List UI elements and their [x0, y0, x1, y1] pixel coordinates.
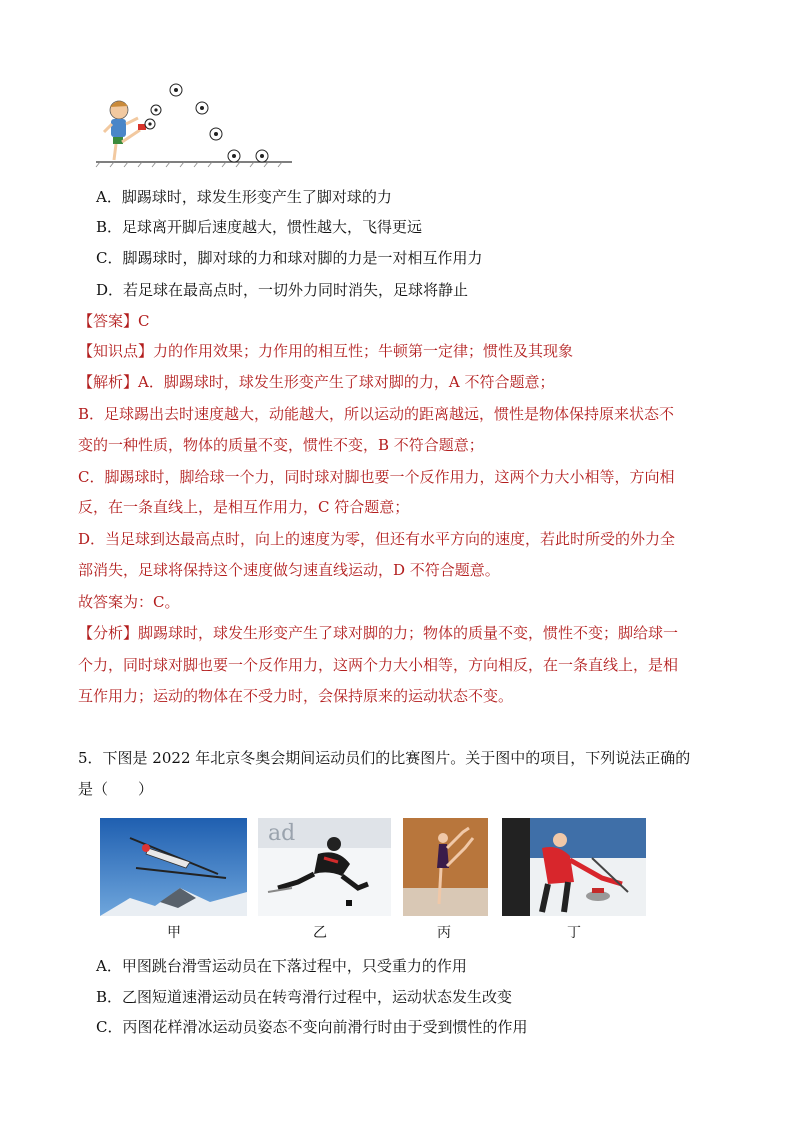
caption-yi: 乙 — [313, 925, 327, 941]
q4-option-a: A．脚踢球时，球发生形变产生了脚对球的力 — [96, 188, 392, 206]
caption-jia: 甲 — [167, 925, 181, 941]
analysis-tag: 【解析】 — [78, 373, 139, 391]
analysis-line-c1: C．脚踢球时，脚给球一个力，同时球对脚也要一个反作用力，这两个力大小相等，方向相 — [78, 468, 675, 486]
review-tag: 【分析】 — [78, 624, 139, 642]
knowledge-tag: 【知识点】 — [78, 342, 154, 360]
review-line-2: 个力，同时球对脚也要一个反作用力，这两个力大小相等，方向相反，在一条直线上，是相 — [78, 656, 679, 674]
ski-jump-photo — [100, 818, 247, 916]
analysis-first-line — [78, 371, 554, 393]
review-line-1: 脚踢球时，球发生形变产生了球对脚的力；物体的质量不变，惯性不变；脚给球一 — [138, 624, 679, 642]
review-first-line — [78, 622, 678, 644]
q5-option-b: B．乙图短道速滑运动员在转弯滑行过程中，运动状态发生改变 — [96, 988, 513, 1006]
svg-text:ad: ad — [268, 821, 296, 846]
answer-value: C — [138, 312, 150, 330]
knowledge-points: 力的作用效果；力作用的相互性；牛顿第一定律；惯性及其现象 — [153, 342, 574, 360]
analysis-conclusion: 故答案为：C。 — [78, 593, 180, 611]
q5-option-c: C．丙图花样滑冰运动员姿态不变向前滑行时由于受到惯性的作用 — [96, 1018, 528, 1036]
speed-skating-photo — [258, 818, 391, 916]
caption-ding: 丁 — [567, 925, 581, 941]
q4-option-d: D．若足球在最高点时，一切外力同时消失，足球将静止 — [96, 281, 469, 299]
analysis-line-d1: D．当足球到达最高点时，向上的速度为零，但还有水平方向的速度，若此时所受的外力全 — [78, 530, 676, 548]
q4-option-c: C．脚踢球时，脚对球的力和球对脚的力是一对相互作用力 — [96, 249, 483, 267]
analysis-line-a: A．脚踢球时，球发生形变产生了球对脚的力，A 不符合题意； — [138, 373, 555, 391]
analysis-line-b2: 变的一种性质，物体的质量不变，惯性不变，B 不符合题意； — [78, 436, 484, 454]
review-line-3: 互作用力；运动的物体在不受力时，会保持原来的运动状态不变。 — [78, 687, 514, 705]
knowledge-line — [78, 340, 573, 362]
analysis-line-d2: 部消失，足球将保持这个速度做匀速直线运动，D 不符合题意。 — [78, 561, 500, 579]
analysis-line-b1: B．足球踢出去时速度越大，动能越大，所以运动的距离越远，惯性是物体保持原来状态不 — [78, 405, 675, 423]
curling-photo — [502, 818, 646, 916]
answer-line — [78, 310, 150, 332]
answer-tag: 【答案】 — [78, 312, 139, 330]
q5-option-a: A．甲图跳台滑雪运动员在下落过程中，只受重力的作用 — [96, 957, 467, 975]
analysis-line-c2: 反，在一条直线上，是相互作用力，C 符合题意； — [78, 498, 410, 516]
q5-stem-line-1: 5．下图是 2022 年北京冬奥会期间运动员们的比赛图片。关于图中的项目，下列说法正确的 — [78, 749, 691, 767]
caption-bing: 丙 — [437, 925, 451, 941]
kicking-ball-figure — [94, 80, 294, 170]
q4-option-b: B．足球离开脚后速度越大，惯性越大，飞得更远 — [96, 218, 423, 236]
figure-skating-photo — [403, 818, 488, 916]
q5-stem-line-2: 是（ ） — [78, 780, 154, 798]
